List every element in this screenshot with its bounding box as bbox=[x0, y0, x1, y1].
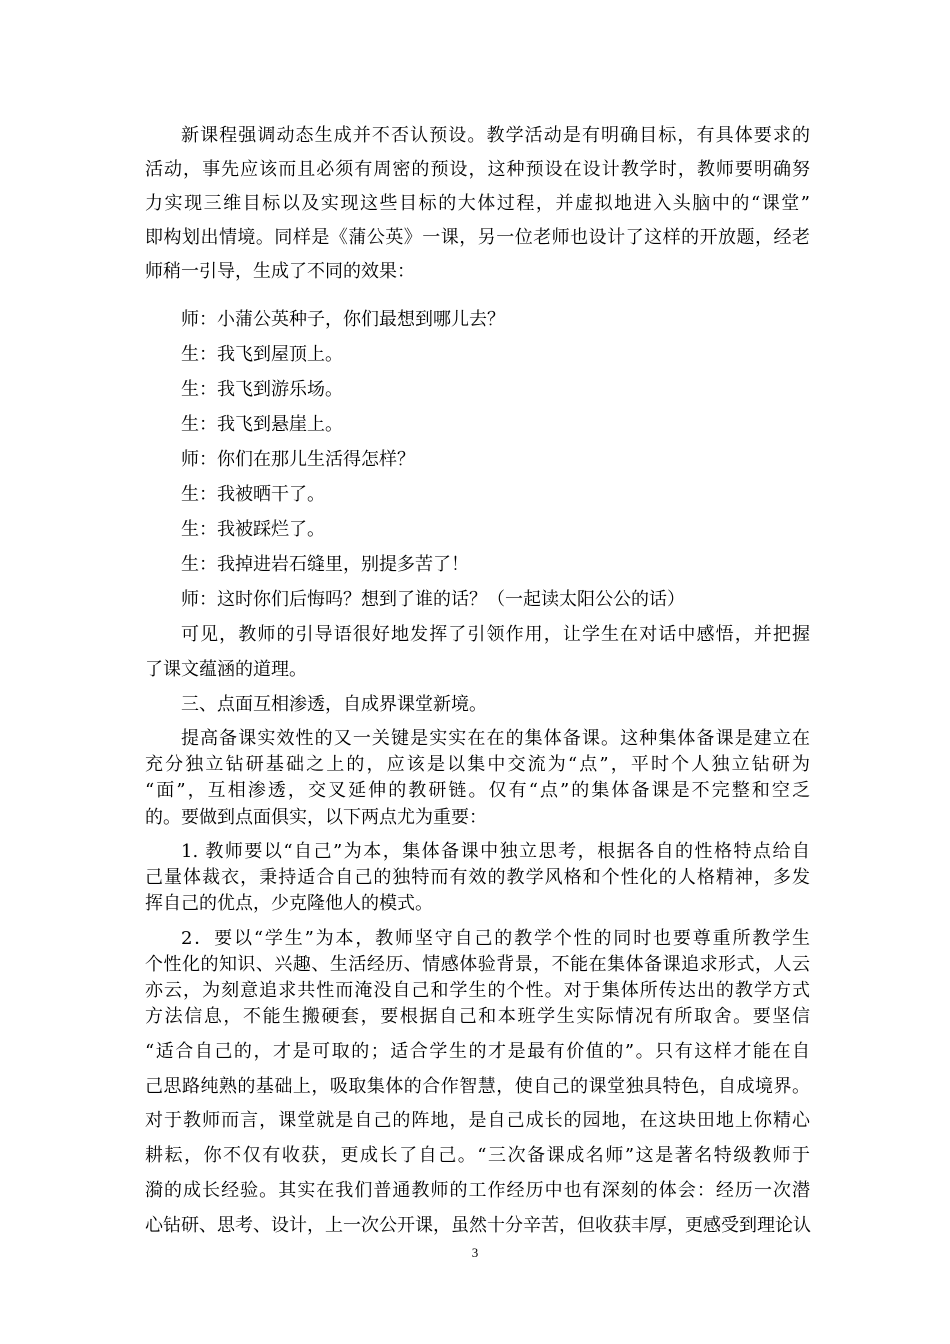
paragraph-line: 师稍一引导，生成了不同的效果： bbox=[145, 261, 415, 282]
paragraph-line: 即构划出情境。同样是《蒲公英》一课，另一位老师也设计了这样的开放题，经老 bbox=[145, 227, 810, 248]
list-item-line: 2．要以“学生”为本，教师坚守自己的教学个性的同时也要尊重所教学生 bbox=[181, 928, 810, 949]
dialogue-line: 生：我掉进岩石缝里，别提多苦了！ bbox=[181, 554, 469, 575]
list-item-line: 亦云，为刻意追求共性而淹没自己和学生的个性。对于集体所传达出的教学方式 bbox=[145, 980, 810, 1001]
dialogue-line: 生：我被踩烂了。 bbox=[181, 519, 325, 540]
list-item-line: 己思路纯熟的基础上，吸取集体的合作智慧，使自己的课堂独具特色，自成境界。 bbox=[145, 1076, 810, 1097]
list-item-line: 漪的成长经验。其实在我们普通教师的工作经历中也有深刻的体会：经历一次潜 bbox=[145, 1180, 810, 1201]
list-item-line: 挥自己的优点，少克隆他人的模式。 bbox=[145, 893, 433, 914]
list-item-line: 个性化的知识、兴趣、生活经历、情感体验背景，不能在集体备课追求形式，人云 bbox=[145, 954, 810, 975]
dialogue-line: 生：我飞到悬崖上。 bbox=[181, 414, 343, 435]
dialogue-line: 生：我被晒干了。 bbox=[181, 484, 325, 505]
dialogue-line: 师：你们在那儿生活得怎样？ bbox=[181, 449, 415, 470]
paragraph-line: 力实现三维目标以及实现这些目标的大体过程，并虚拟地进入头脑中的“课堂” bbox=[145, 193, 810, 214]
paragraph-line: 充分独立钻研基础之上的，应该是以集中交流为“点”，平时个人独立钻研为 bbox=[145, 754, 810, 775]
paragraph-line: 可见，教师的引导语很好地发挥了引领作用，让学生在对话中感悟，并把握 bbox=[181, 624, 810, 645]
section-heading: 三、点面互相渗透，自成界课堂新境。 bbox=[181, 694, 487, 715]
list-item-line: “适合自己的，才是可取的；适合学生的才是最有价值的”。只有这样才能在自 bbox=[145, 1041, 810, 1062]
list-item-line: 1. 教师要以“自己”为本，集体备课中独立思考，根据各自的性格特点给自 bbox=[181, 841, 810, 862]
paragraph-line: 活动，事先应该而且必须有周密的预设，这种预设在设计教学时，教师要明确努 bbox=[145, 159, 810, 180]
list-item-line: 耕耘，你不仅有收获，更成长了自己。“三次备课成名师”这是著名特级教师于 bbox=[145, 1145, 810, 1166]
paragraph-line: 提高备课实效性的又一关键是实实在在的集体备课。这种集体备课是建立在 bbox=[181, 728, 810, 749]
list-item-line: 对于教师而言，课堂就是自己的阵地，是自己成长的园地，在这块田地上你精心 bbox=[145, 1110, 810, 1131]
dialogue-line: 生：我飞到屋顶上。 bbox=[181, 344, 343, 365]
dialogue-line: 生：我飞到游乐场。 bbox=[181, 379, 343, 400]
dialogue-line: 师：小蒲公英种子，你们最想到哪儿去？ bbox=[181, 309, 505, 330]
list-item-line: 方法信息，不能生搬硬套，要根据自己和本班学生实际情况有所取舍。要坚信 bbox=[145, 1006, 810, 1027]
list-item-line: 己量体裁衣，秉持适合自己的独特而有效的教学风格和个性化的人格精神，多发 bbox=[145, 867, 810, 888]
dialogue-line: 师：这时你们后悔吗？想到了谁的话？（一起读太阳公公的话） bbox=[181, 589, 685, 610]
paragraph-line: 的。要做到点面俱实，以下两点尤为重要： bbox=[145, 807, 487, 828]
paragraph-line: 新课程强调动态生成并不否认预设。教学活动是有明确目标，有具体要求的 bbox=[181, 125, 810, 146]
paragraph-line: “面”，互相渗透，交叉延伸的教研链。仅有“点”的集体备课是不完整和空乏 bbox=[145, 780, 810, 801]
page-number: 3 bbox=[471, 1245, 479, 1260]
paragraph-line: 了课文蕴涵的道理。 bbox=[145, 659, 307, 680]
list-item-line: 心钻研、思考、设计，上一次公开课，虽然十分辛苦，但收获丰厚，更感受到理论认 bbox=[145, 1215, 811, 1236]
